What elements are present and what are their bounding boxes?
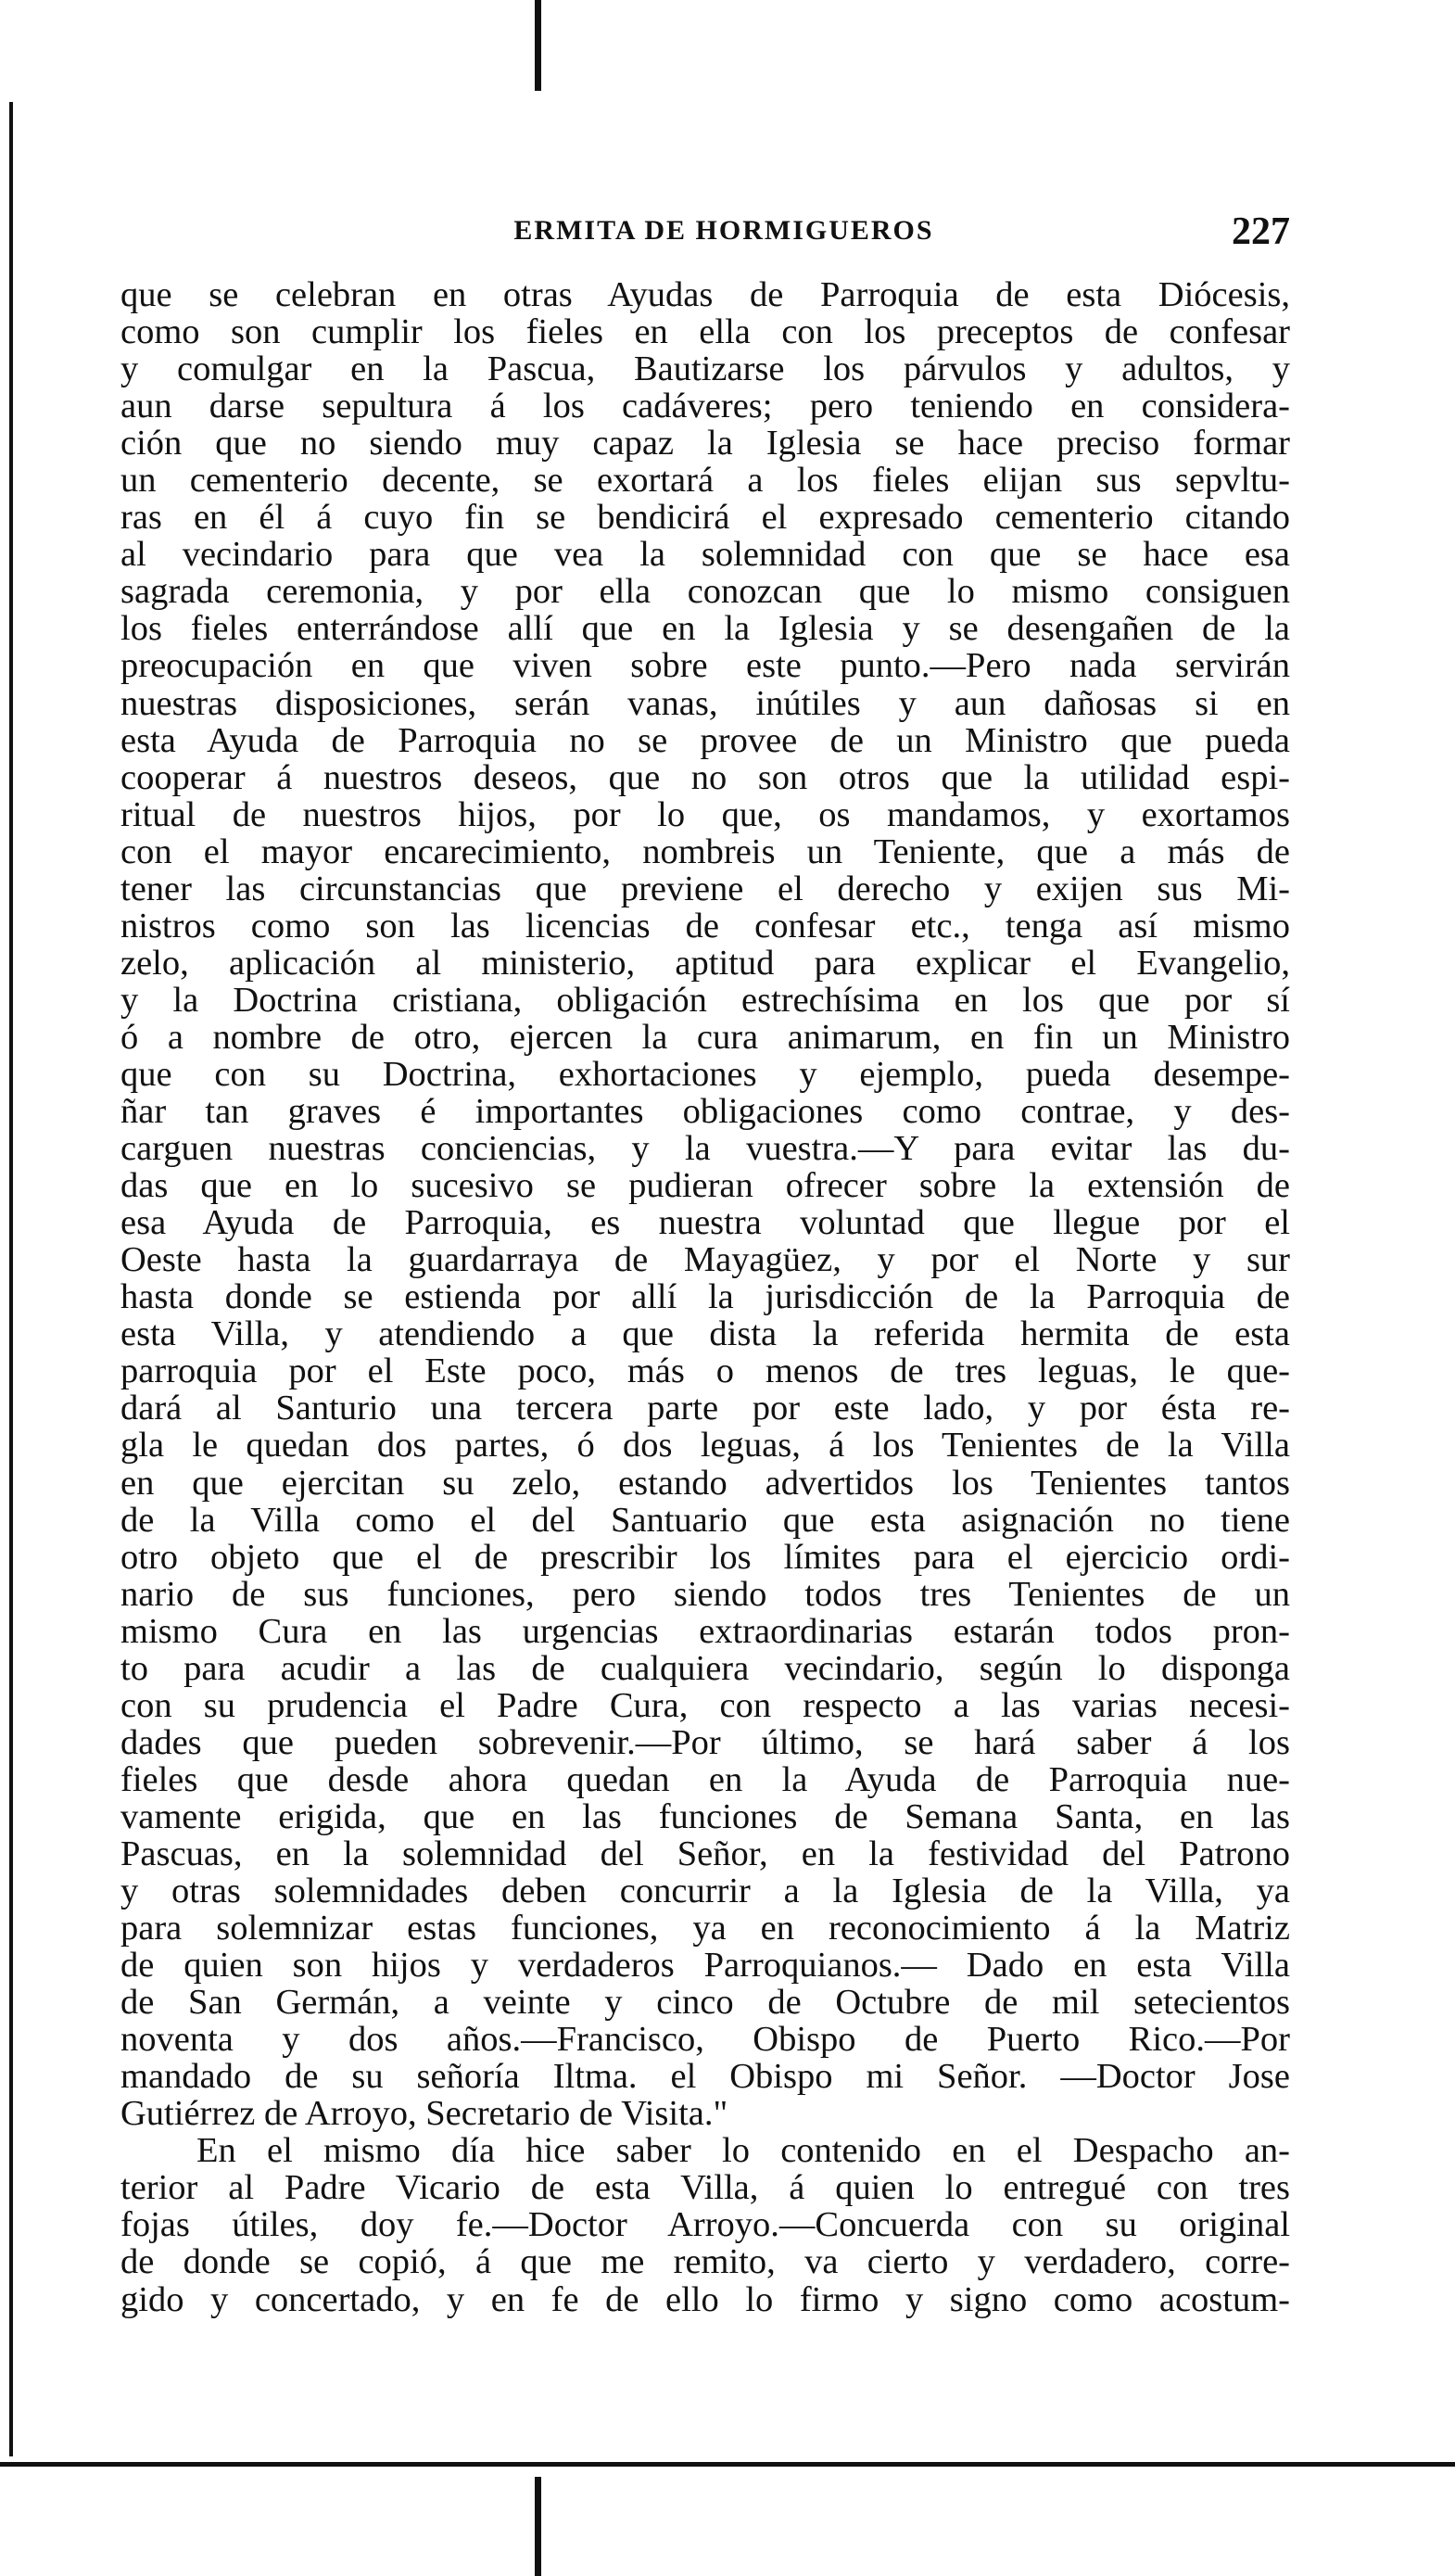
text-line: esta Villa, y atendiendo a que dista la referida hermita de esta — [120, 1314, 1290, 1354]
text-line: to para acudir a las de cualquiera vecindario, según lo disponga — [120, 1648, 1290, 1688]
text-line: hasta donde se estienda por allí la jurisdicción de la Parroquia de — [120, 1277, 1290, 1317]
text-line: fojas útiles, doy fe.—Doctor Arroyo.—Concuerda con su original — [120, 2205, 1290, 2245]
text-line: zelo, aplicación al ministerio, aptitud para explicar el Evangelio, — [120, 943, 1290, 983]
text-line: gido y concertado, y en fe de ello lo firmo y signo como acostum- — [120, 2279, 1290, 2319]
text-line: y comulgar en la Pascua, Bautizarse los párvulos y adultos, y — [120, 349, 1290, 389]
page-number: 227 — [1232, 210, 1290, 253]
text-line: otro objeto que el de prescribir los límites para el ejercicio ordi- — [120, 1537, 1290, 1577]
text-line: dades que pueden sobrevenir.—Por último, se hará saber á los — [120, 1722, 1290, 1762]
text-line: vamente erigida, que en las funciones de Semana Santa, en las — [120, 1796, 1290, 1836]
text-line: mandado de su señoría Iltma. el Obispo mi Señor. —Doctor Jose — [120, 2057, 1290, 2097]
text-line: dará al Santurio una tercera parte por este lado, y por ésta re- — [120, 1389, 1290, 1428]
bottom-horizontal-rule — [0, 2462, 1455, 2467]
text-line: mismo Cura en las urgencias extraordinarias estarán todos pron- — [120, 1611, 1290, 1651]
text-line: con el mayor encarecimiento, nombreis un Teniente, que a más de — [120, 831, 1290, 871]
text-line: ñar tan graves é importantes obligaciones como contrae, y des- — [120, 1092, 1290, 1132]
text-line: esa Ayuda de Parroquia, es nuestra voluntad que llegue por el — [120, 1203, 1290, 1243]
text-line: esta Ayuda de Parroquia no se provee de un Ministro que pueda — [120, 720, 1290, 760]
text-line: parroquia por el Este poco, más o menos de tres leguas, le que- — [120, 1351, 1290, 1391]
left-margin-rule — [9, 102, 13, 2456]
text-line: ritual de nuestros hijos, por lo que, os mandamos, y exortamos — [120, 794, 1290, 834]
text-line: de donde se copió, á que me remito, va cierto y verdadero, corre- — [120, 2242, 1290, 2282]
bottom-binding-mark — [535, 2477, 541, 2576]
text-line: tener las circunstancias que previene el derecho y exijen sus Mi- — [120, 869, 1290, 908]
text-line: Pascuas, en la solemnidad del Señor, en la festividad del Patrono — [120, 1834, 1290, 1873]
page-header — [120, 210, 1290, 253]
text-line: carguen nuestras conciencias, y la vuestra.—Y para evitar las du- — [120, 1129, 1290, 1169]
text-line: ción que no siendo muy capaz la Iglesia se hace preciso formar — [120, 424, 1290, 463]
text-line: sagrada ceremonia, y por ella conozcan que lo mismo consiguen — [120, 572, 1290, 612]
text-line: En el mismo día hice saber lo contenido en el Despacho an- — [196, 2131, 1290, 2171]
text-line: ó a nombre de otro, ejercen la cura animarum, en fin un Ministro — [120, 1017, 1290, 1057]
text-line: ras en él á cuyo fin se bendicirá el expresado cementerio citando — [120, 498, 1290, 538]
body-text — [120, 276, 1290, 2318]
text-line: nario de sus funciones, pero siendo todos tres Tenientes de un — [120, 1574, 1290, 1614]
text-line: como son cumplir los fieles en ella con los preceptos de confesar — [120, 312, 1290, 352]
text-line: nuestras disposiciones, serán vanas, inútiles y aun dañosas si en — [120, 683, 1290, 723]
text-line: y otras solemnidades deben concurrir a la Iglesia de la Villa, ya — [120, 1872, 1290, 1911]
text-line: fieles que desde ahora quedan en la Ayuda de Parroquia nue- — [120, 1759, 1290, 1799]
text-line: que se celebran en otras Ayudas de Parroquia de esta Diócesis, — [120, 275, 1290, 314]
text-line: de quien son hijos y verdaderos Parroquianos.— Dado en esta Villa — [120, 1946, 1290, 1986]
text-line: de San Germán, a veinte y cinco de Octubre de mil setecientos — [120, 1983, 1290, 2023]
text-line: los fieles enterrándose allí que en la Iglesia y se desengañen de la — [120, 609, 1290, 649]
running-head: ERMITA DE HORMIGUEROS — [513, 215, 934, 246]
text-line: en que ejercitan su zelo, estando advertidos los Tenientes tantos — [120, 1463, 1290, 1503]
text-line: que con su Doctrina, exhortaciones y ejemplo, pueda desempe- — [120, 1054, 1290, 1094]
text-line: para solemnizar estas funciones, ya en reconocimiento á la Matriz — [120, 1909, 1290, 1948]
text-line: aun darse sepultura á los cadáveres; pero teniendo en considera- — [120, 387, 1290, 426]
text-line: gla le quedan dos partes, ó dos leguas, á los Tenientes de la Villa — [120, 1426, 1290, 1466]
text-line: con su prudencia el Padre Cura, con respecto a las varias necesi- — [120, 1685, 1290, 1725]
text-line: y la Doctrina cristiana, obligación estrechísima en los que por sí — [120, 980, 1290, 1020]
text-line: al vecindario para que vea la solemnidad con que se hace esa — [120, 535, 1290, 575]
text-line: noventa y dos años.—Francisco, Obispo de Puerto Rico.—Por — [120, 2020, 1290, 2060]
text-line: Oeste hasta la guardarraya de Mayagüez, y por el Norte y sur — [120, 1240, 1290, 1280]
top-binding-mark — [535, 0, 541, 91]
text-line: un cementerio decente, se exortará a los fieles elijan sus sepvltu- — [120, 461, 1290, 501]
text-line: cooperar á nuestros deseos, que no son otros que la utilidad espi- — [120, 757, 1290, 797]
text-line: preocupación en que viven sobre este punto.—Pero nada servirán — [120, 646, 1290, 686]
text-line: de la Villa como el del Santuario que esta asignación no tiene — [120, 1500, 1290, 1540]
text-line: das que en lo sucesivo se pudieran ofrecer sobre la extensión de — [120, 1166, 1290, 1206]
text-line: Gutiérrez de Arroyo, Secretario de Visita." — [120, 2094, 728, 2134]
text-line: nistros como son las licencias de confesar etc., tenga así mismo — [120, 906, 1290, 945]
text-line: terior al Padre Vicario de esta Villa, á quien lo entregué con tres — [120, 2168, 1290, 2208]
